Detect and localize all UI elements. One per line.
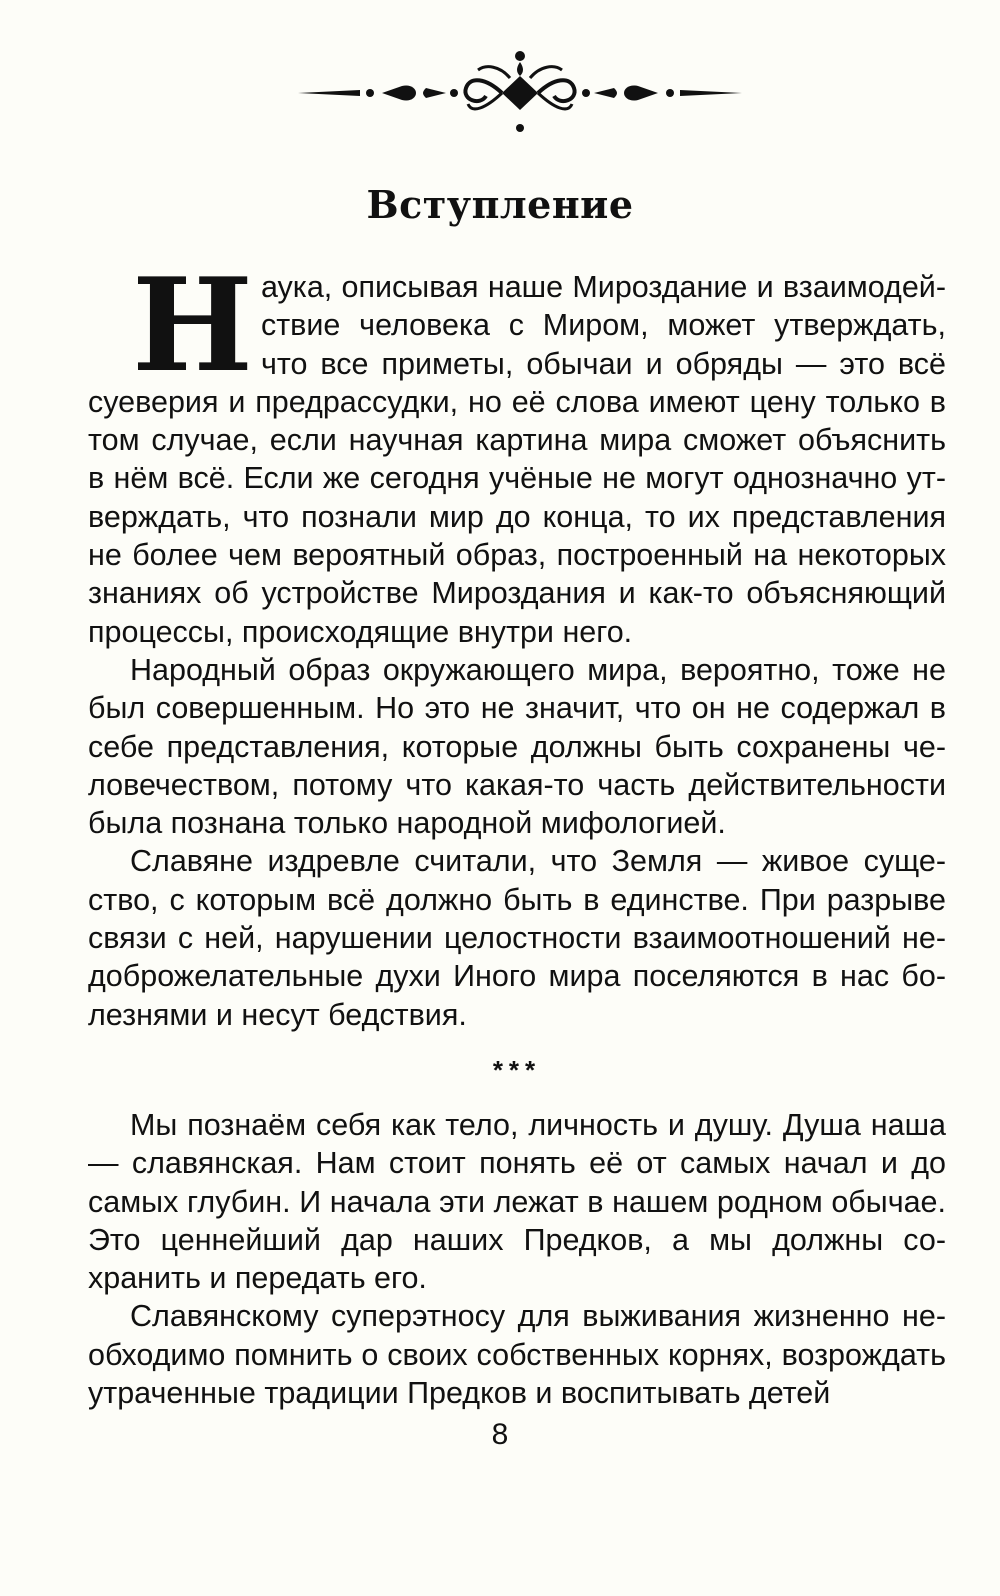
paragraph-2: Народный образ окружающего мира, вероятно, тоже не был совершенным. Но это не значит, что он не содержал в себе представления, которые должны быть сохранены человечеством, потому что какая-то часть действительности была познана только народной мифологией. [88,652,946,841]
paragraph-3: Славяне издревле считали, что Земля — живое существо, с которым всё должно быть в единстве. При разрыве связи с ней, нарушении целостности взаимоотношений недоброжелательные духи Иного мира поселяются в нас болезнями и несут бедствия. [88,844,946,1032]
section-separator: *** [492,1054,542,1085]
decorative-flourish-divider [290,48,750,138]
paragraph-1 [88,251,946,651]
paragraph-5: Славянскому суперэтносу для выживания жизненно необходимо помнить о своих собственных корнях, возрождать утраченные традиции Предков и воспитывать детей [88,1299,946,1411]
paragraph-1-text: аука, описывая наше Мироздание и взаимодействие человека с Миром, может утверждать, что все приметы, обычаи и обряды — это всё суеверия и предрассудки, но её слова имеют цену только в том случае, если научная картина мира сможет объяснить в нём всё. Если же сегодня учёные не могут однозначно утверждать, что познали мир до конца, то их представления не более чем вероятный образ, построенный на некоторых знаниях об устройстве Мироздания и как-то объясняющий процессы, происходящие внутри него. [88,270,946,649]
drop-cap: Н [132,251,253,401]
body-text [88,251,946,1412]
page-number: 8 [491,1418,509,1451]
chapter-title: Вступление [366,182,634,227]
paragraph-4: Мы познаём себя как тело, личность и душу. Душа наша — славянская. Нам стоит понять её от самых начал и до самых глубин. И начала эти лежат в нашем родном обычае. Это ценнейший дар наших Предков, а мы должны сохранить и передать его. [88,1107,946,1296]
